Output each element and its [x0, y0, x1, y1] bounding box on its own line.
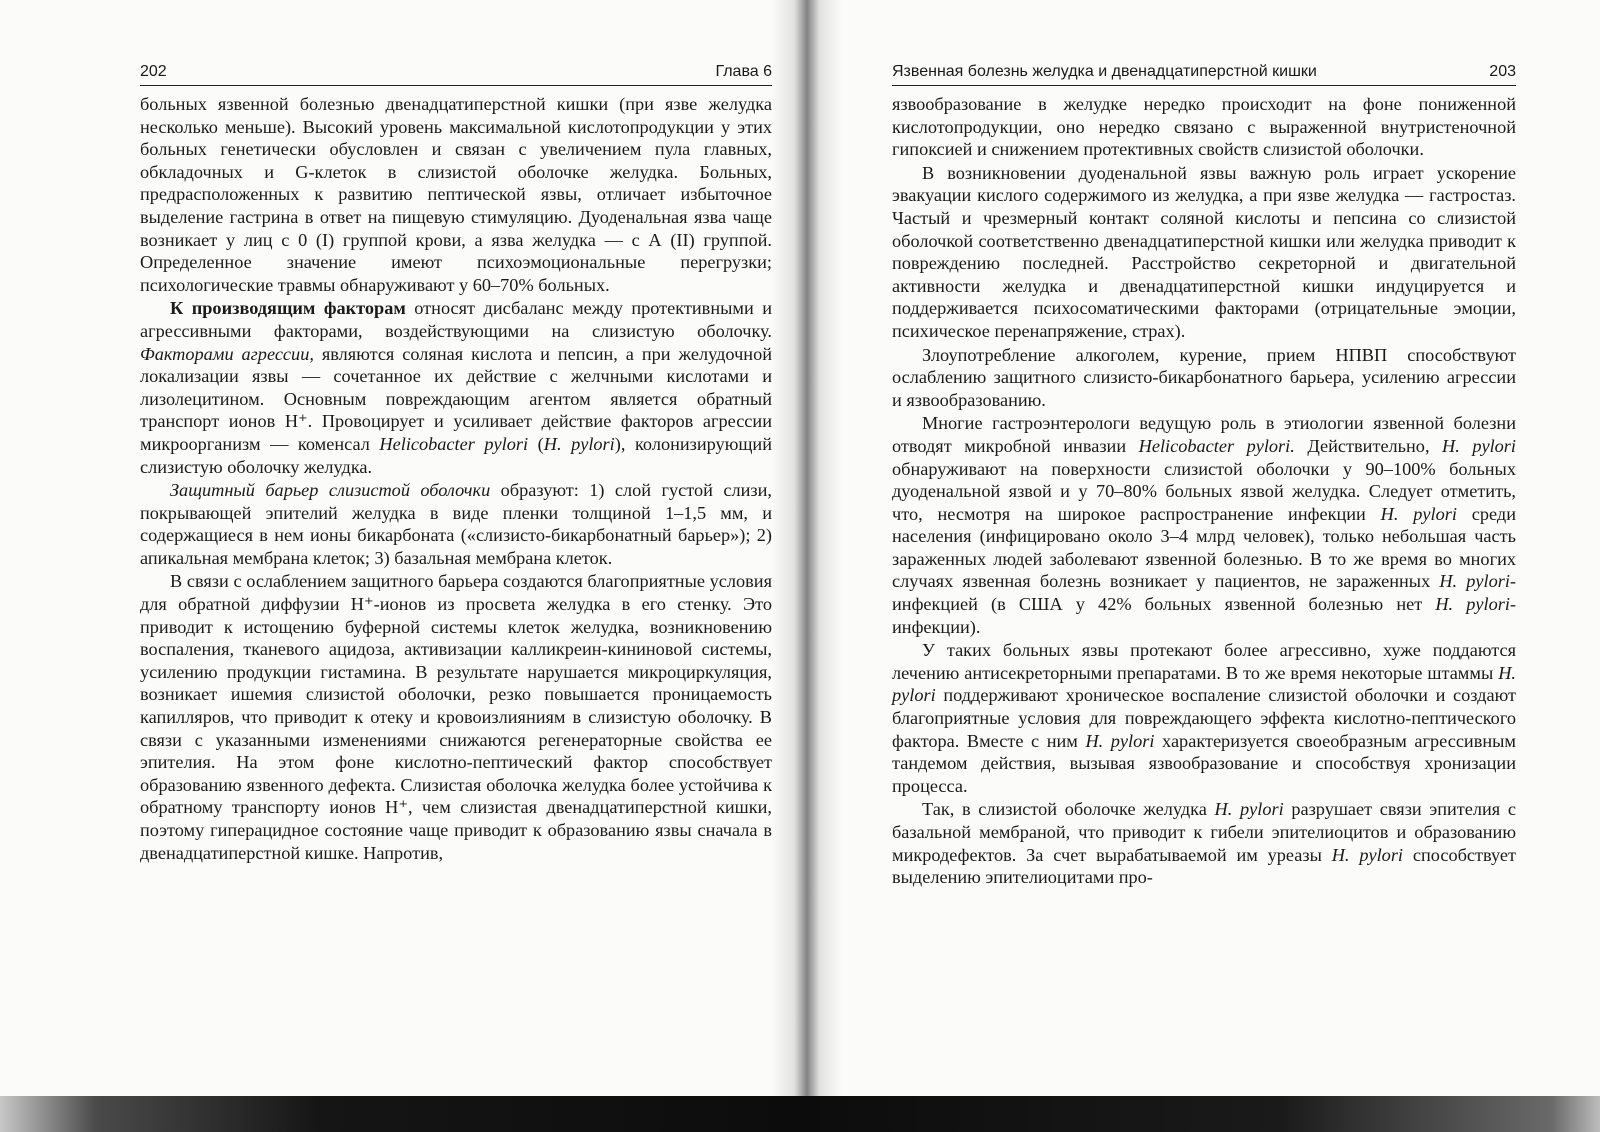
text-run: У таких больных язвы протекают более агрессивно, хуже поддаются лечению антисекреторными препаратами. В то же время некоторые штаммы	[892, 640, 1516, 683]
left-running-header	[140, 62, 772, 86]
paragraph	[892, 798, 1516, 888]
left-chapter-title: Глава 6	[715, 63, 772, 80]
text-run: среди населения (инфицировано около 3–4 млрд человек), только небольшая часть зараженных людей заболевают язвенной болезнью. В то же время во многих случаях язвенная болезнь возникает у пациентов, не зараженных	[892, 503, 1516, 592]
text-run: Действительно,	[1294, 435, 1443, 456]
text-run: образуют: 1) слой густой слизи, покрывающей эпителий желудка в виде пленки толщиной 1–1,5 мм, и содержащиеся в нем ионы бикарбоната («слизисто-бикарбонатный барьер»); 2) апикальная мембрана клеток; 3) базальная мембрана клеток.	[140, 480, 772, 568]
text-run: В возникновении дуоденальной язвы важную роль играет ускорение эвакуации кислого содержимого из желудка, а при язве желудка — гастростаз. Частый и чрезмерный контакт соляной кислоты и пепсина со слизистой оболочкой соответственно двенадцатиперстной кишки или желудка приводит к повреждению последней. Расстройство секреторной и двигательной активности желудка и двенадцатиперстной кишки индуцируется и поддерживается психосоматическими факторами (отрицательные эмоции, психическое перенапряжение, страх).	[892, 162, 1516, 341]
italic-term: H. pylori	[1331, 844, 1404, 865]
paragraph	[892, 412, 1516, 638]
text-run: (	[528, 433, 544, 454]
italic-term: H. pylori	[1214, 799, 1284, 820]
paragraph	[892, 93, 1516, 161]
italic-term: Helicobacter pylori.	[1138, 435, 1295, 456]
paragraph	[140, 570, 772, 864]
paragraph	[892, 344, 1516, 412]
paragraph	[140, 479, 772, 569]
bold-term: К производящим факторам	[170, 298, 406, 319]
right-page-number: 203	[1489, 63, 1516, 80]
italic-term: H. pylori	[892, 662, 1516, 706]
right-running-header	[892, 62, 1516, 86]
right-page	[892, 62, 1516, 890]
scanner-bottom-edge	[0, 1096, 1600, 1132]
text-run: ), колонизирующий слизистую оболочку желудка.	[140, 433, 772, 477]
book-gutter-shadow	[772, 0, 842, 1132]
text-run: Злоупотребление алкоголем, курение, прием НПВП способствуют ослаблению защитного слизисто-бикарбонатного барьера, усилению агрессии и язвообразованию.	[892, 344, 1516, 410]
left-page	[140, 62, 772, 865]
text-run: обнаруживают на поверхности слизистой оболочки у 90–100% больных дуоденальной язвой и у 70–80% больных язвой желудка. Следует отметить, что, несмотря на широкое распространение инфекции	[892, 458, 1516, 524]
text-run: -инфекцией (в США у 42% больных язвенной болезнью нет	[892, 571, 1516, 615]
right-page-body	[892, 93, 1516, 889]
text-run: поддерживают хроническое воспаление слизистой оболочки и создают благоприятные условия для повреждающего эффекта кислотно-пептического фактора. Вместе с ним	[892, 685, 1516, 751]
text-run: -инфекции).	[892, 594, 1516, 637]
paragraph	[892, 162, 1516, 343]
text-run: Многие гастроэнтерологи ведущую роль в этиологии язвенной болезни отводят микробной инвазии	[892, 413, 1516, 456]
text-run: В связи с ослаблением защитного барьера создаются благоприятные условия для обратной диффузии Н⁺-ионов из просвета желудка в его стенку. Это приводит к истощению буферной системы клеток желудка, возникновению воспаления, тканевого ацидоза, активизации калликреин-кининовой системы, усилению продукции гистамина. В результате нарушается микроциркуляция, возникает ишемия слизистой оболочки, резко повышается проницаемость капилляров, что приводит к отеку и кровоизлияниям в слизистую оболочку. В связи с указанными изменениями снижаются регенераторные свойства ее эпителия. На этом фоне кислотно-пептический фактор способствует образованию язвенного дефекта. Слизистая оболочка желудка более устойчива к обратному транспорту ионов Н⁺, чем слизистая двенадцатиперстной кишки, поэтому гиперацидное состояние чаще приводит к образованию язвы сначала в двенадцатиперстной кишке. Напротив,	[140, 571, 772, 863]
italic-term: H. pylori	[1085, 730, 1155, 751]
right-chapter-title: Язвенная болезнь желудка и двенадцатиперстной кишки	[892, 63, 1317, 80]
text-run: Так, в слизистой оболочке желудка	[922, 799, 1215, 820]
paragraph	[140, 93, 772, 296]
text-run: способствует выделению эпителиоцитами про-	[892, 844, 1517, 888]
italic-term: H. pylori	[1442, 435, 1516, 456]
text-run: разрушает связи эпителия с базальной мембраной, что приводит к гибели эпителиоцитов и образованию микродефектов. За счет вырабатываемой им уреазы	[892, 799, 1516, 865]
italic-term: Факторами агрессии,	[140, 343, 314, 364]
text-run: язвообразование в желудке нередко происходит на фоне пониженной кислотопродукции, оно нередко связано с выраженной внутристеночной гипоксией и снижением протективных свойств слизистой оболочки.	[892, 94, 1516, 160]
italic-term: H. pylori	[1380, 503, 1457, 524]
italic-term: H. pylori	[543, 433, 615, 454]
left-page-number: 202	[140, 63, 167, 80]
italic-term: Helicobacter pylori	[379, 433, 529, 454]
text-run: характеризуется своеобразным агрессивным тандемом действия, вызывая язвообразование и способствуя хронизации процесса.	[892, 730, 1516, 796]
text-run: являются соляная кислота и пепсин, а при желудочной локализации язвы — сочетанное их действие с желчными кислотами и лизолецитином. Основным повреждающим агентом является обратный транспорт ионов Н⁺. Провоцирует и усиливает действие факторов агрессии микроорганизм — коменсал	[140, 343, 772, 454]
paragraph	[140, 297, 772, 478]
text-run: больных язвенной болезнью двенадцатиперстной кишки (при язве желудка несколько меньше). Высокий уровень максимальной кислотопродукции у этих больных генетически обусловлен и связан с увеличением пула главных, обкладочных и G-клеток в слизистой оболочке желудка. Больных, предрасположенных к развитию пептической язвы, отличает избыточное выделение гастрина в ответ на пищевую стимуляцию. Дуоденальная язва чаще возникает у лиц с 0 (I) группой крови, а язва желудка — с А (II) группой. Определенное значение имеют психоэмоциональные перегрузки; психологические травмы обнаруживают у 60–70% больных.	[140, 94, 772, 295]
left-page-body	[140, 93, 772, 864]
italic-term: Защитный барьер слизистой оболочки	[170, 480, 491, 501]
paragraph	[892, 639, 1516, 797]
italic-term: H. pylori	[1435, 594, 1510, 615]
text-run: относят дисбаланс между протективными и агрессивными факторами, воздействующими на слизистую оболочку.	[140, 298, 772, 341]
italic-term: H. pylori	[1439, 571, 1510, 592]
